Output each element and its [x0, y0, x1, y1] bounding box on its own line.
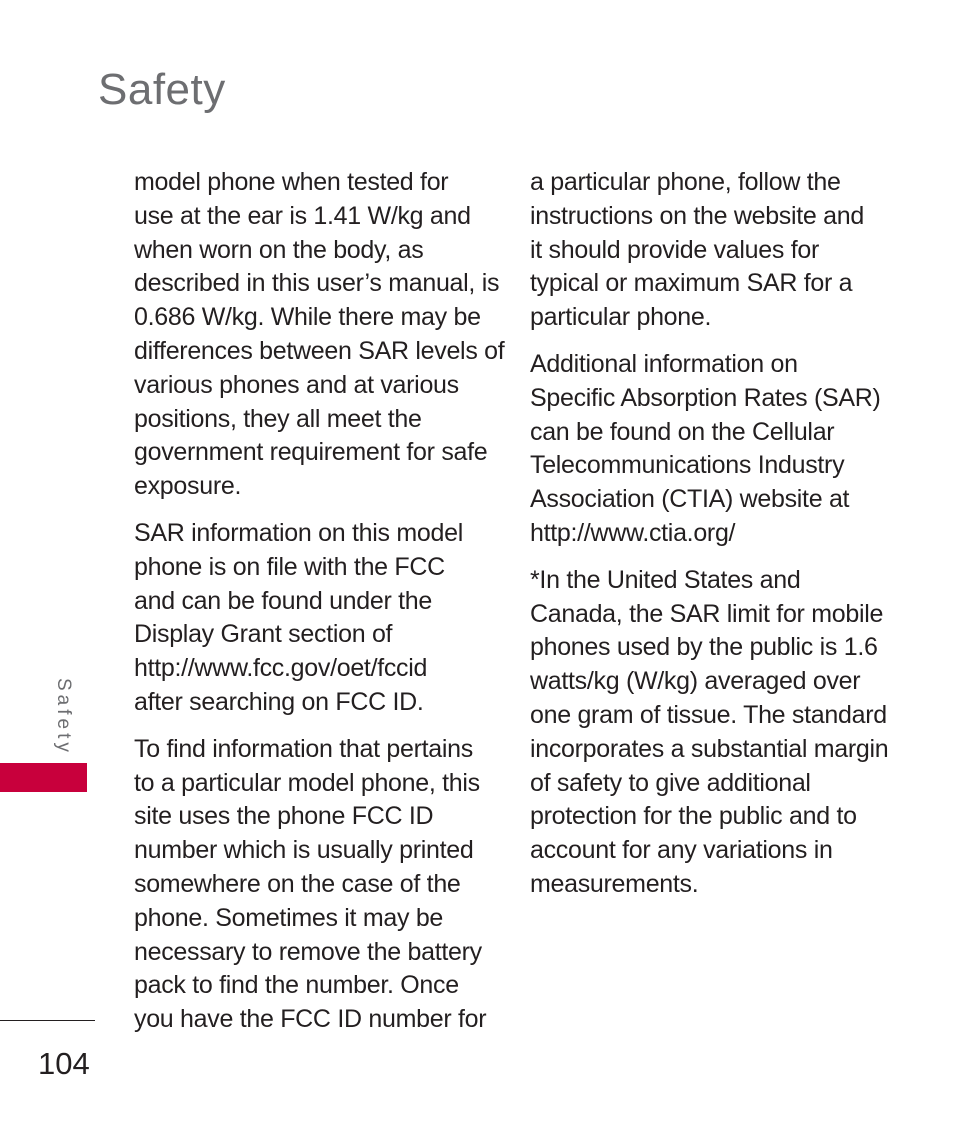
- text-line: typical or maximum SAR for a: [530, 269, 853, 298]
- page-title: Safety: [98, 65, 226, 114]
- paragraph-sar-limit-note: [530, 564, 890, 902]
- text-line: described in this user’s manual, is: [134, 269, 500, 298]
- text-line: 0.686 W/kg. While there may be: [134, 303, 481, 332]
- text-line: incorporates a substantial margin: [530, 734, 889, 763]
- text-line: To find information that pertains: [134, 734, 473, 763]
- section-tab-marker: [0, 763, 87, 792]
- text-line: one gram of tissue. The standard: [530, 700, 887, 729]
- text-line: you have the FCC ID number for: [134, 1005, 487, 1034]
- text-line: instructions on the website and: [530, 201, 864, 230]
- text-line: measurements.: [530, 869, 699, 898]
- text-line: Specific Absorption Rates (SAR): [530, 383, 881, 412]
- text-line: Canada, the SAR limit for mobile: [530, 599, 884, 628]
- text-line: particular phone.: [530, 303, 712, 332]
- text-line: and can be found under the: [134, 586, 433, 615]
- paragraph-fcc-info: [134, 517, 494, 720]
- text-line: of safety to give additional: [530, 768, 811, 797]
- ctia-url-text: http://www.ctia.org/: [530, 518, 736, 547]
- left-column: [134, 166, 505, 1050]
- text-line: pack to find the number. Once: [134, 971, 459, 1000]
- text-line: model phone when tested for: [134, 168, 449, 196]
- text-line: Display Grant section of: [134, 620, 393, 649]
- text-line: differences between SAR levels of: [134, 336, 505, 365]
- text-line: number which is usually printed: [134, 836, 474, 865]
- text-line: account for any variations in: [530, 836, 833, 865]
- text-line: SAR information on this model: [134, 518, 463, 547]
- text-line: to a particular model phone, this: [134, 768, 480, 797]
- text-line: site uses the phone FCC ID: [134, 802, 434, 831]
- paragraph-particular-phone: [530, 166, 890, 335]
- text-line: government requirement for safe: [134, 438, 488, 467]
- text-line: phone is on file with the FCC: [134, 552, 445, 581]
- text-line: it should provide values for: [530, 235, 819, 264]
- text-line: when worn on the body, as: [134, 235, 424, 264]
- text-line: various phones and at various: [134, 370, 459, 399]
- text-line: Telecommunications Industry: [530, 451, 845, 480]
- text-line: can be found on the Cellular: [530, 417, 835, 446]
- text-line: protection for the public and to: [530, 802, 857, 831]
- text-line: somewhere on the case of the: [134, 869, 461, 898]
- paragraph-sar-values: [134, 166, 505, 504]
- text-line: necessary to remove the battery: [134, 937, 482, 966]
- text-line: positions, they all meet the: [134, 404, 422, 433]
- text-line: phones used by the public is 1.6: [530, 633, 878, 662]
- text-line: Additional information on: [530, 349, 798, 378]
- text-line: use at the ear is 1.41 W/kg and: [134, 201, 471, 230]
- paragraph-additional-information: [530, 348, 890, 551]
- text-line: watts/kg (W/kg) averaged over: [530, 667, 861, 696]
- text-line: after searching on FCC ID.: [134, 687, 424, 716]
- text-line: a particular phone, follow the: [530, 168, 841, 196]
- text-line: exposure.: [134, 472, 242, 501]
- side-section-label: Safety: [53, 678, 74, 756]
- footer-divider: [0, 1020, 95, 1021]
- page-number: 104: [38, 1046, 90, 1081]
- fcc-url-text: http://www.fcc.gov/oet/fccid: [134, 654, 428, 683]
- right-column: [530, 166, 890, 915]
- text-line: Association (CTIA) website at: [530, 485, 850, 514]
- text-line: *In the United States and: [530, 565, 801, 594]
- paragraph-find-information: [134, 733, 494, 1037]
- text-line: phone. Sometimes it may be: [134, 903, 444, 932]
